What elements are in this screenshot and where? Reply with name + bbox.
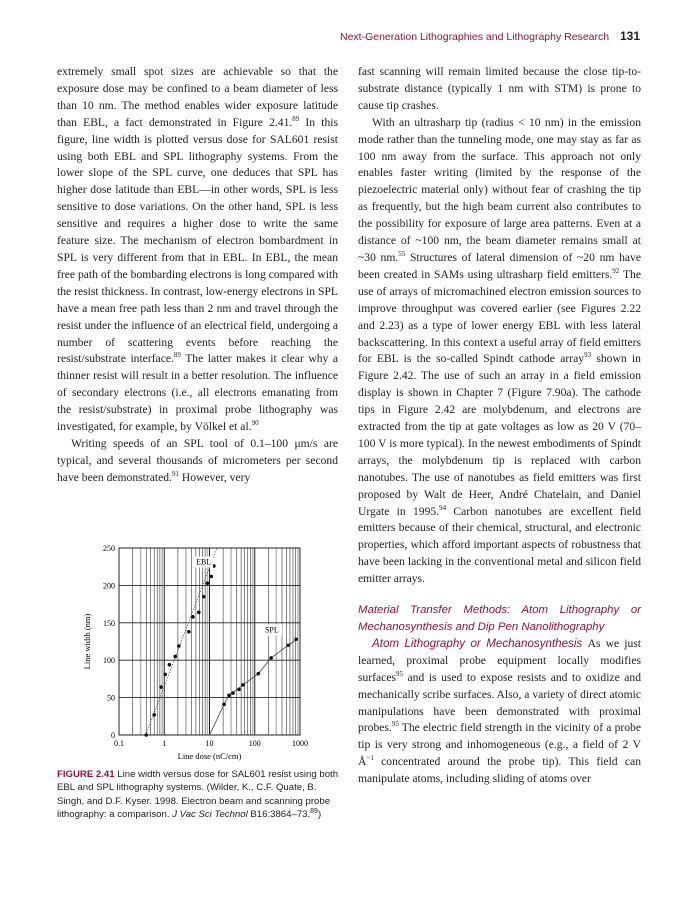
paragraph-text: Writing speeds of an SPL tool of 0.1–100 μm/s are typical, and several thousands of micrometers per second have been demonstrated.	[57, 436, 338, 484]
x-tick-label: 10	[205, 739, 214, 748]
x-tick-label: 100	[248, 739, 261, 748]
line-width-vs-dose-chart	[80, 540, 320, 770]
paragraph-text: The electric field strength in the vicinity of a probe tip is very strong and inhomogeneous (e.g., a field of 2 V Å	[358, 721, 641, 769]
page-number: 131	[620, 29, 641, 43]
spl-data-point	[269, 656, 273, 660]
ebl-data-point	[197, 611, 201, 615]
reference-superscript: 93	[584, 351, 592, 360]
ebl-data-point	[206, 581, 210, 585]
section-heading: Material Transfer Methods: Atom Lithography or Mechanosynthesis and Dip Pen Nanolithography	[358, 604, 641, 633]
spl-data-point	[294, 637, 298, 641]
paragraph-text: In this figure, line width is plotted versus dose for SAL601 resist using both EBL and SPL lithography systems. From the lower slope of the SPL curve, one deduces that SPL has higher dose latitude than EBL—in other words, SPL is less sensitive to dose variations. On the other hand, SPL is less sensitive and requires a higher dose to write the same feature size. The mechanism of electron bombardment in SPL is very different from that in EBL. In EBL, the mean free path of the bombarding electrons is long compared with the resist thickness. In contrast, low-energy electrons in SPL have a mean free path less than 2 nm and travel through the resist under the influence of an electrical field, undergoing a number of scattering events before reaching the resist/substrate interface.	[57, 115, 338, 366]
x-tick-label: 0.1	[114, 739, 124, 748]
reference-superscript: 90	[251, 419, 259, 428]
paragraph-text: However, very	[178, 470, 251, 484]
paragraph-text: The use of arrays of micromachined electron emission sources to improve throughput was covered earlier (see Figures 2.22 and 2.23) as a type of lower energy EBL with less lateral backscattering. In this context a useful array of field emitters for EBL is the so-called Spindt cathode array	[358, 267, 641, 366]
ebl-data-point	[144, 733, 148, 737]
body-paragraph	[358, 115, 641, 588]
spl-data-point	[227, 694, 231, 698]
reference-superscript: 89	[292, 114, 300, 123]
ebl-series-label: EBL	[196, 557, 212, 567]
ebl-data-point	[159, 685, 163, 689]
y-tick-label: 50	[107, 693, 115, 703]
ebl-data-point	[187, 630, 191, 634]
reference-superscript: 95	[395, 669, 403, 678]
reference-superscript: 92	[612, 267, 620, 276]
ebl-data-point	[152, 713, 156, 717]
ebl-data-point	[210, 575, 214, 579]
y-axis-label: Line width (nm)	[82, 613, 92, 670]
reference-superscript: 95	[391, 720, 399, 729]
figure-label: FIGURE 2.41	[57, 769, 115, 780]
caption-text: Line width versus dose for SAL601 resist using both EBL and SPL lithography systems. (Wilder, K., C.F. Quate, B. Singh, and D.F. Kyser. 1998. Electron beam and scanning probe lithography: a comparison.	[57, 769, 339, 820]
ebl-data-point	[191, 615, 195, 619]
ebl-data-point	[173, 655, 177, 659]
ebl-data-point	[177, 644, 181, 648]
caption-ref: 89	[310, 807, 318, 815]
paragraph-text: As we just learned, proximal probe equipment locally modifies surfaces	[358, 636, 641, 684]
runin-heading: Atom Lithography or Mechanosynthesis	[372, 636, 588, 650]
spl-data-point	[257, 672, 261, 676]
running-header: Next-Generation Lithographies and Lithography Research	[340, 31, 610, 43]
paragraph-text: Structures of lateral dimension of ~20 nm have been created in SAMs using ultrasharp field emitters.	[358, 250, 641, 281]
spl-data-point	[231, 691, 235, 695]
figure-caption	[57, 768, 342, 821]
spl-series-label: SPL	[264, 625, 279, 635]
body-paragraph	[358, 64, 641, 115]
ebl-series-line	[144, 548, 217, 741]
reference-superscript: −1	[366, 754, 374, 763]
paragraph-text: fast scanning will remain limited because the close tip-to-substrate distance (typically 1 nm with STM) is prone to cause tip crashes.	[358, 65, 641, 112]
paragraph-text: concentrated around the probe tip). This field can manipulate atoms, including sliding of atoms over	[358, 755, 641, 786]
body-paragraph	[358, 636, 641, 788]
left-column	[57, 64, 338, 487]
y-tick-label: 100	[103, 656, 115, 666]
y-tick-label: 250	[103, 544, 115, 553]
reference-superscript: 91	[171, 469, 179, 478]
paragraph-text: and is used to expose resists and to oxidize and mechanically scribe surfaces. Also, a variety of direct atomic manipulations have been demonstrated with proximal probes.	[358, 670, 641, 735]
x-axis-label: Line dose (nC/cm)	[177, 751, 242, 761]
y-tick-label: 0	[111, 731, 115, 740]
paragraph-text: The latter makes it clear why a thinner resist will result in a better resolution. The influence of secondary electrons (i.e., all electrons emanating from the resist/substrate) in proximal probe lithography was investigated, for example, by Völkel et al.	[57, 352, 338, 434]
reference-superscript: 89	[173, 351, 181, 360]
ebl-data-point	[163, 673, 167, 677]
caption-tail: B16:3864–73.	[247, 808, 311, 820]
x-tick-label: 1000	[292, 739, 308, 748]
spl-data-point	[241, 683, 245, 687]
spl-data-point	[237, 688, 241, 692]
spl-data-point	[222, 703, 226, 707]
paragraph-text: extremely small spot sizes are achievable so that the exposure dose may be confined to a beam diameter of less than 10 nm. The method enables wider exposure latitude than EBL, a fact demonstrated in Figure 2.41.	[57, 65, 338, 129]
right-column	[358, 64, 641, 788]
y-tick-label: 200	[103, 581, 115, 591]
paragraph-text: Carbon nanotubes are excellent field emitters because of their chemical, structural, and electronic properties, which afford important aspects of robustness that have been lacking in the conventional metal and silicon field emitter arrays.	[358, 504, 641, 586]
paragraph-text: shown in Figure 2.42. The use of such an array in a field emission display is shown in Chapter 7 (Figure 7.90a). The cathode tips in Figure 2.42 are molybdenum, and electrons are extracted from the tip at gate voltages as low as 20 V (70–100 V is more typical). In the newest embodiments of Spindt arrays, the molybdenum tip is replaced with carbon nanotubes. The use of nanotubes as field emitters was first proposed by Walt de Heer, André Chatelain, and Daniel Urgate in 1995.	[358, 352, 641, 518]
ebl-data-point	[168, 663, 172, 667]
body-paragraph	[57, 64, 338, 436]
x-tick-label: 1	[162, 739, 167, 748]
spl-data-point	[286, 643, 290, 647]
spl-series-line	[210, 639, 298, 735]
ebl-data-point	[202, 595, 206, 599]
caption-close: )	[317, 808, 322, 820]
body-paragraph	[57, 436, 338, 487]
paragraph-text: With an ultrasharp tip (radius < 10 nm) in the emission mode rather than the tunneling mode, one may stay as far as 100 nm away from the surface. This approach not only enables faster writing (limited by the response of the piezoelectric material only) without fear of crashing the tip as frequently, but the high beam current also contributes to the possibility for exposure of large area patterns. Even at a distance of ~100 nm, the beam diameter remains small at ~30 nm.	[358, 115, 641, 264]
reference-superscript: 55	[398, 250, 406, 259]
caption-journal: J Vac Sci Technol	[172, 808, 248, 820]
reference-superscript: 94	[439, 503, 447, 512]
y-tick-label: 150	[103, 618, 115, 628]
